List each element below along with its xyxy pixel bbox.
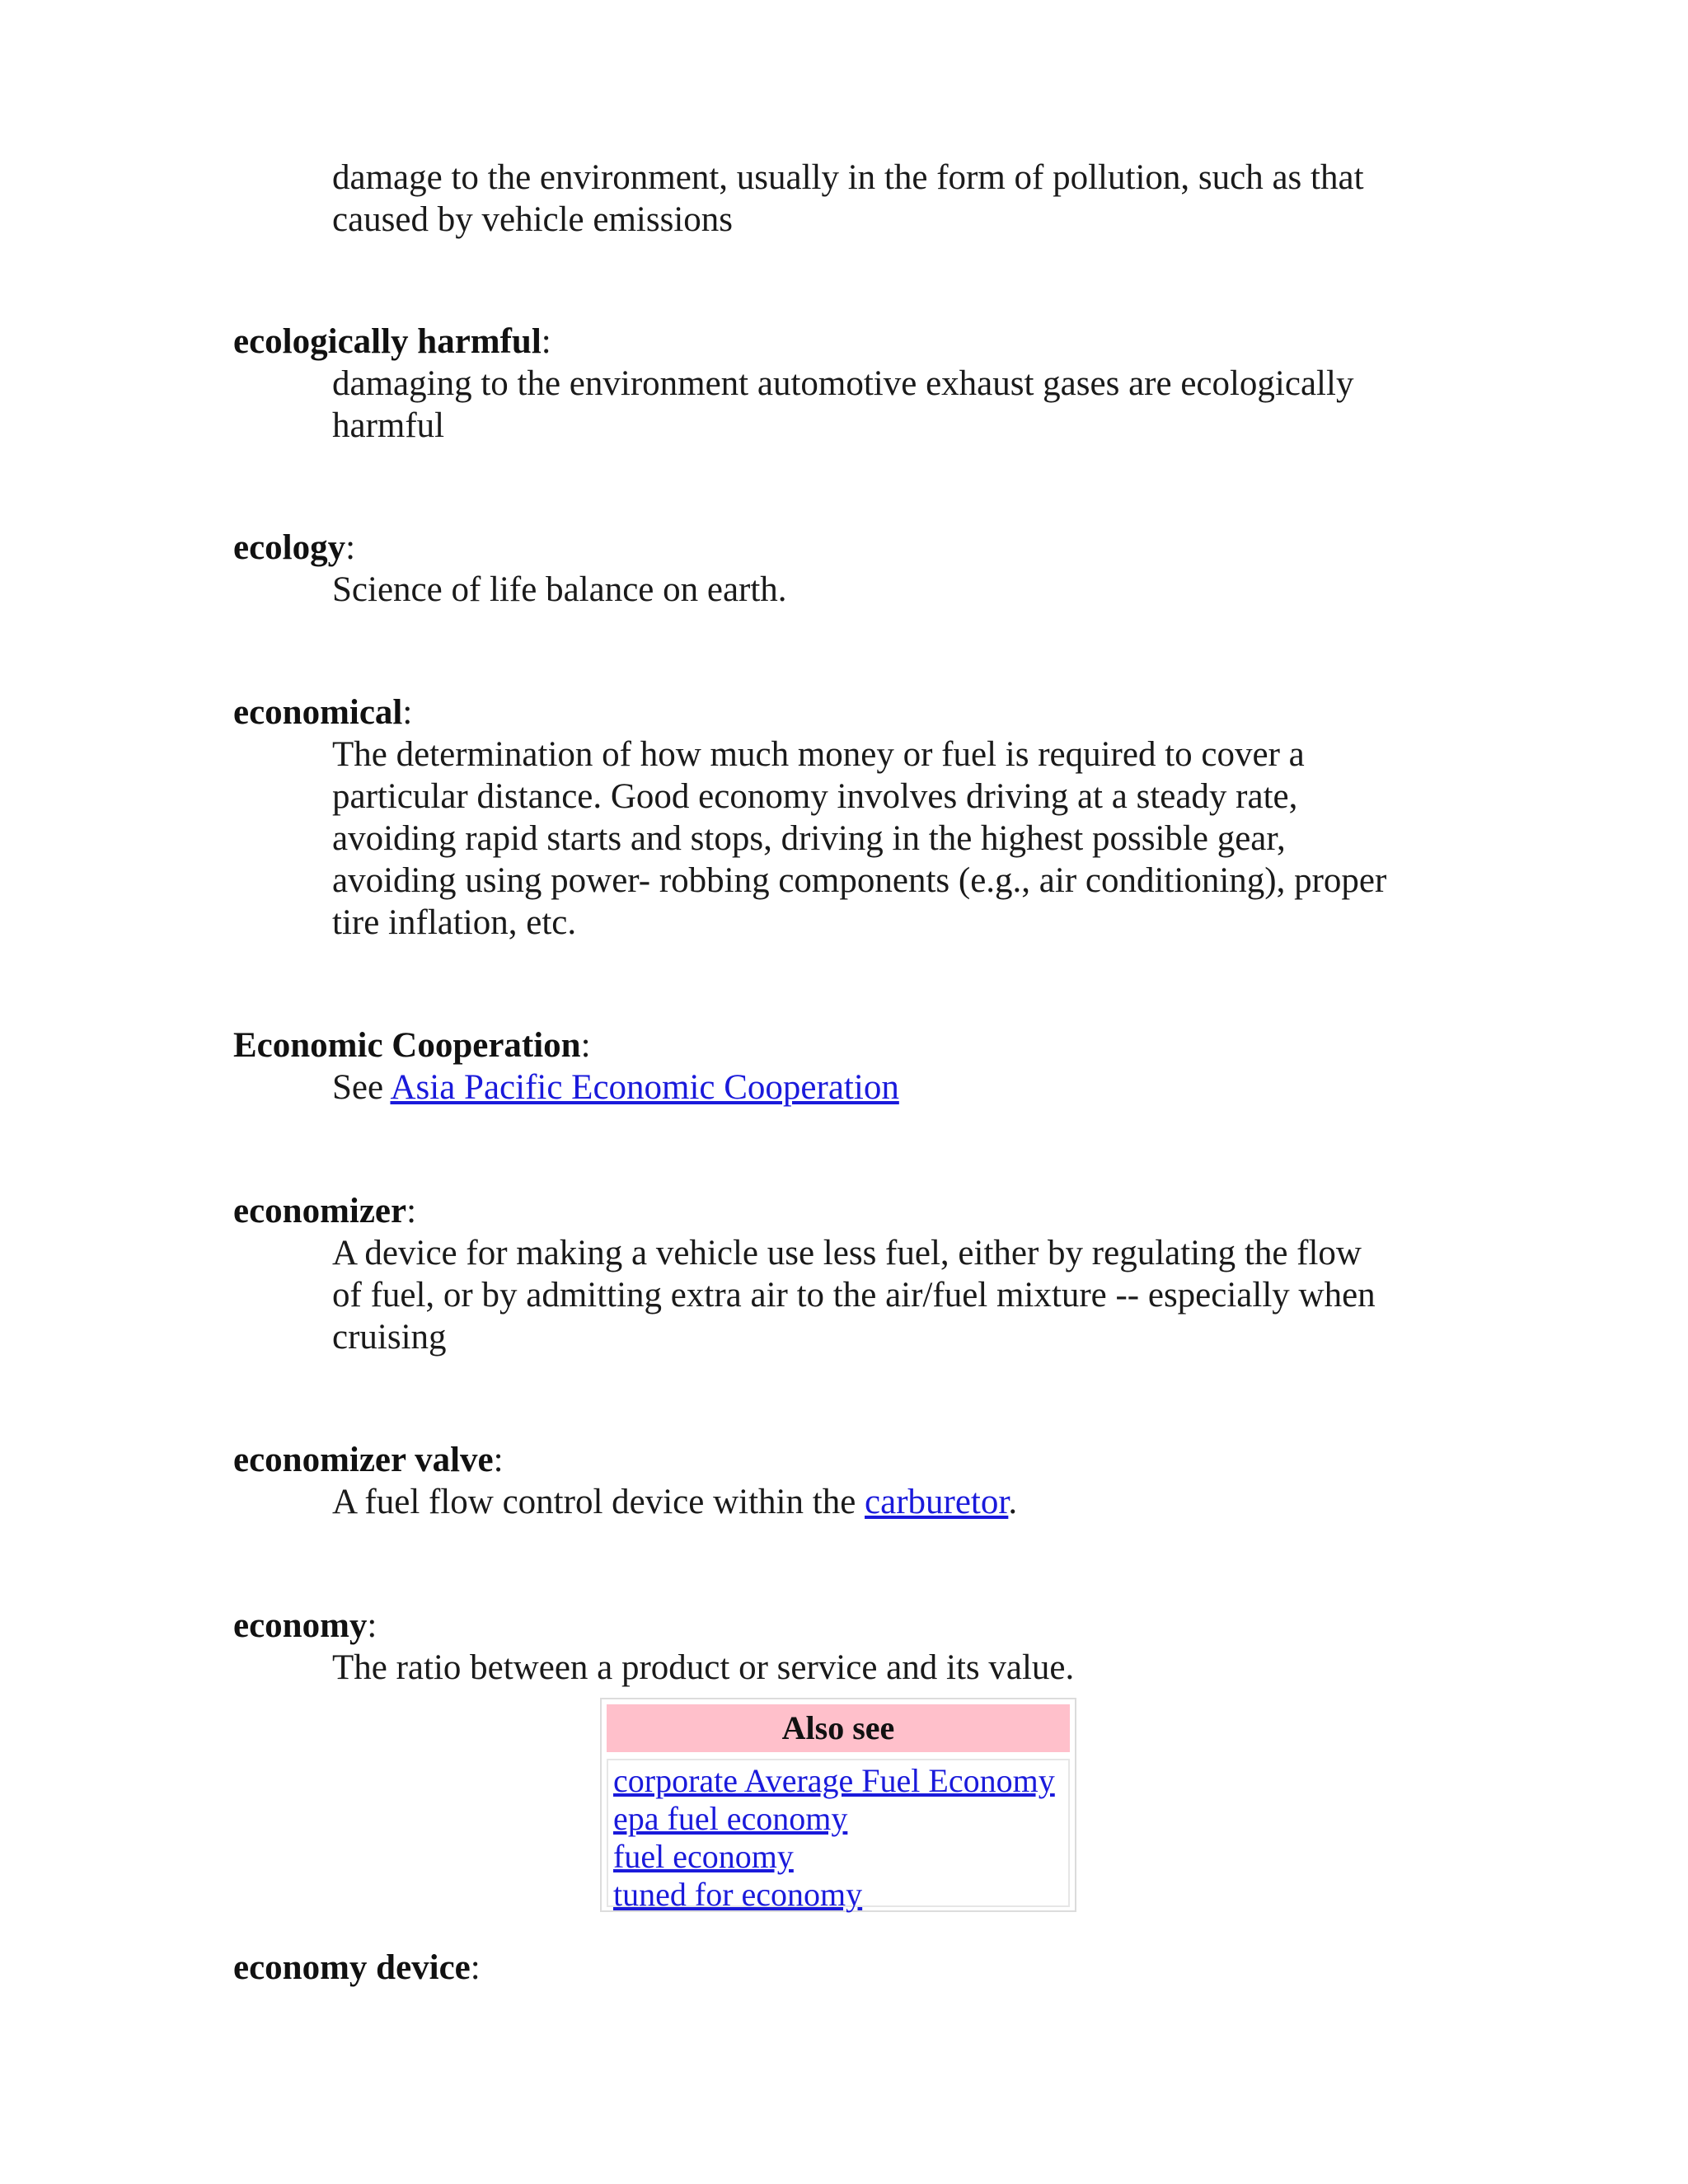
definition-line: avoiding using power- robbing components (e.g., air conditioning), proper [332, 861, 1387, 900]
term-ecologically-harmful: ecologically harmful [233, 322, 542, 361]
term-colon: : [345, 528, 356, 567]
glossary-term [233, 321, 551, 363]
term-colon: : [493, 1441, 504, 1479]
definition-line: avoiding rapid starts and stops, driving in the highest possible gear, [332, 819, 1286, 858]
term-colon: : [402, 693, 413, 732]
definition-text: A fuel flow control device within the [332, 1483, 865, 1521]
also-see-link-fuel-economy[interactable]: fuel economy [613, 1838, 794, 1875]
definition-line: caused by vehicle emissions [332, 200, 734, 239]
term-colon: : [470, 1948, 481, 1987]
definition-line: The ratio between a product or service and its value. [332, 1648, 1075, 1687]
definition-line [332, 1481, 1017, 1524]
glossary-term [233, 1024, 591, 1067]
also-see-link-epa-fuel-economy[interactable]: epa fuel economy [613, 1800, 848, 1837]
definition-line: A device for making a vehicle use less fuel, either by regulating the flow [332, 1234, 1362, 1272]
term-colon: : [541, 322, 551, 361]
also-see-box [600, 1698, 1076, 1912]
see-prefix: See [332, 1068, 391, 1107]
definition-line [332, 1066, 899, 1109]
also-see-header: Also see [607, 1704, 1070, 1752]
definition-line: cruising [332, 1318, 447, 1357]
also-see-list [607, 1759, 1070, 1913]
glossary-term [233, 1605, 377, 1647]
definition-line: The determination of how much money or fuel is required to cover a [332, 735, 1305, 774]
term-economy-device: economy device [233, 1948, 471, 1987]
term-economizer: economizer [233, 1192, 407, 1230]
term-colon: : [406, 1192, 417, 1230]
definition-line: damaging to the environment automotive exhaust gases are ecologically [332, 364, 1354, 403]
term-economic-cooperation: Economic Cooperation [233, 1026, 581, 1065]
also-see-link-corporate-average-fuel-economy[interactable]: corporate Average Fuel Economy [613, 1762, 1055, 1799]
link-asia-pacific-economic-cooperation[interactable]: Asia Pacific Economic Cooperation [390, 1068, 899, 1107]
glossary-term [233, 691, 412, 734]
term-economizer-valve: economizer valve [233, 1441, 494, 1479]
definition-line: harmful [332, 406, 445, 445]
definition-line: tire inflation, etc. [332, 903, 577, 942]
definition-suffix: . [1008, 1483, 1018, 1521]
glossary-term [233, 1190, 416, 1233]
term-economy: economy [233, 1606, 368, 1645]
term-ecology: ecology [233, 528, 346, 567]
definition-line: Science of life balance on earth. [332, 570, 787, 609]
definition-line: particular distance. Good economy involves driving at a steady rate, [332, 777, 1298, 816]
term-colon: : [580, 1026, 591, 1065]
glossary-term [233, 527, 355, 569]
link-carburetor[interactable]: carburetor [865, 1483, 1009, 1521]
glossary-term [233, 1947, 481, 1990]
term-colon: : [367, 1606, 377, 1645]
also-see-link-tuned-for-economy[interactable]: tuned for economy [613, 1876, 863, 1913]
term-economical: economical [233, 693, 403, 732]
glossary-term [233, 1439, 504, 1482]
definition-line: of fuel, or by admitting extra air to the air/fuel mixture -- especially when [332, 1276, 1376, 1315]
definition-line: damage to the environment, usually in the form of pollution, such as that [332, 158, 1364, 197]
